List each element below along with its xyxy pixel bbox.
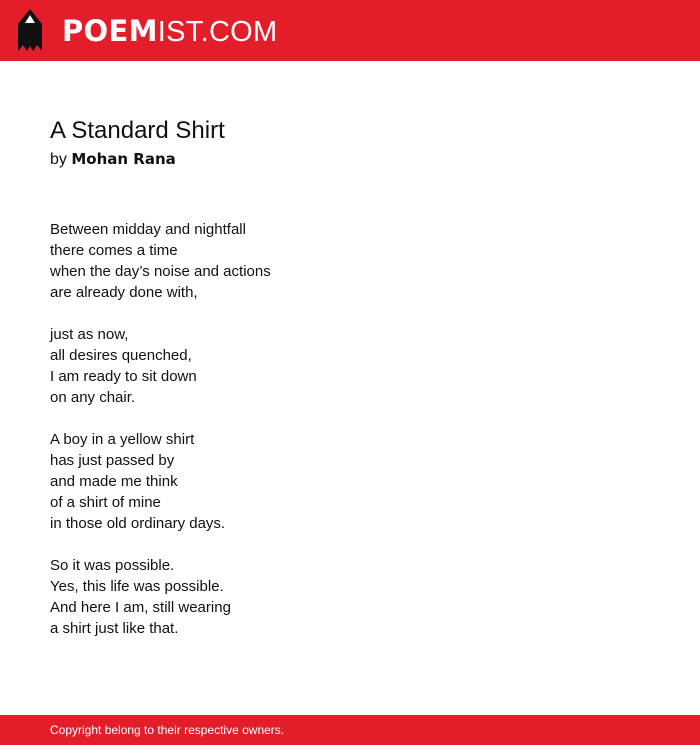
poem-line: And here I am, still wearing <box>50 599 231 616</box>
pencil-icon <box>17 9 43 51</box>
poem-line: has just passed by <box>50 452 175 469</box>
poem-title: A Standard Shirt <box>50 117 225 144</box>
poem-line: A boy in a yellow shirt <box>50 431 195 448</box>
poem-body <box>50 219 450 660</box>
author-link[interactable]: Mohan Rana <box>71 150 176 168</box>
poem-line: of a shirt of mine <box>50 494 161 511</box>
poem-byline <box>50 149 176 170</box>
poem-line: So it was possible. <box>50 557 175 574</box>
logo-bold-part: POEM <box>62 14 158 48</box>
poem-line: Between midday and nightfall <box>50 221 246 238</box>
poem-line: are already done with, <box>50 284 198 301</box>
poem-line: just as now, <box>50 326 129 343</box>
logo-light-part: IST.COM <box>157 16 278 48</box>
poem-line: I am ready to sit down <box>50 368 197 385</box>
poem-line: a shirt just like that. <box>50 620 179 637</box>
copyright-notice: Copyright belong to their respective owners. <box>50 723 285 737</box>
site-footer <box>0 715 700 745</box>
poem-line: in those old ordinary days. <box>50 515 226 532</box>
stanza-1 <box>50 219 450 303</box>
stanza-4 <box>50 555 450 639</box>
site-logo-text <box>62 13 278 50</box>
stanza-2 <box>50 324 450 408</box>
stanza-3 <box>50 429 450 534</box>
poem-line: on any chair. <box>50 389 136 406</box>
site-logo-link[interactable] <box>0 0 278 61</box>
poem-line: all desires quenched, <box>50 347 192 364</box>
poem-line: when the day’s noise and actions <box>50 263 271 280</box>
site-header <box>0 0 700 61</box>
poem-line: Yes, this life was possible. <box>50 578 224 595</box>
poem-line: and made me think <box>50 473 178 490</box>
by-label: by <box>50 151 67 168</box>
poem-line: there comes a time <box>50 242 178 259</box>
